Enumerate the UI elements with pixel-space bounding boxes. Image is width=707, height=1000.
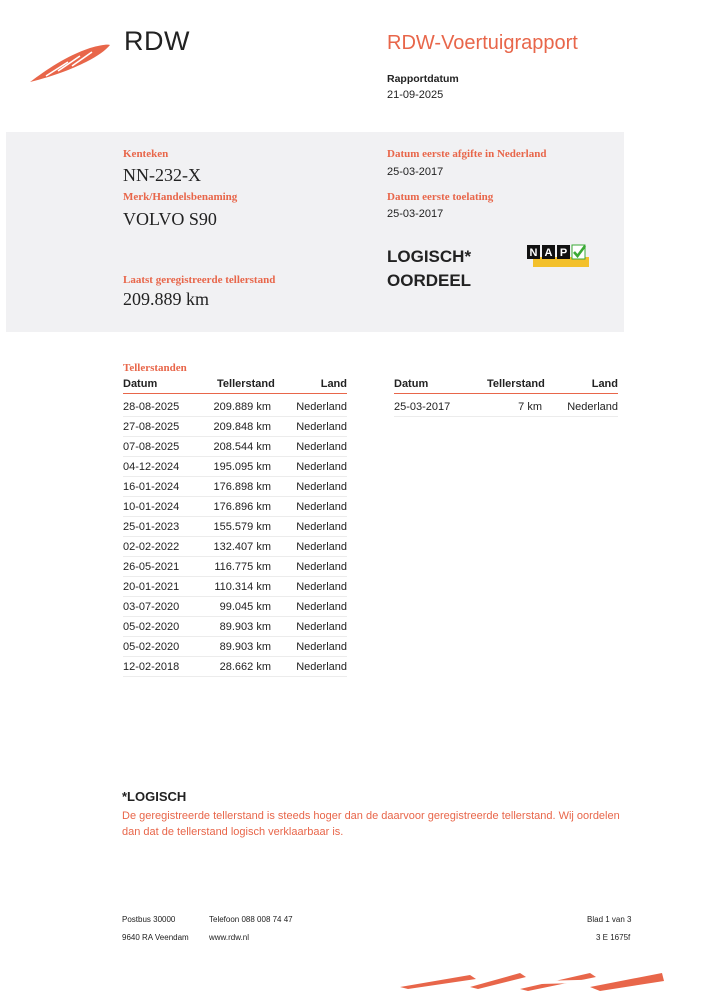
verdict-line1: LOGISCH* (387, 247, 472, 266)
report-date: 21-09-2025 (387, 89, 444, 101)
row-reading: 89.903 km (201, 637, 271, 657)
row-country: Nederland (271, 617, 347, 637)
nap-check-icon (527, 243, 589, 269)
table-row (123, 537, 347, 557)
row-reading: 132.407 km (201, 537, 271, 557)
row-country: Nederland (271, 397, 347, 417)
rdw-stripes-icon (400, 969, 665, 991)
row-country: Nederland (271, 477, 347, 497)
row-reading: 209.889 km (201, 397, 271, 417)
row-date: 16-01-2024 (123, 477, 201, 497)
row-date: 04-12-2024 (123, 457, 201, 477)
plate-label: Kenteken (123, 148, 169, 160)
row-date: 05-02-2020 (123, 637, 201, 657)
table-row (123, 497, 347, 517)
table-row (123, 417, 347, 437)
row-date: 25-01-2023 (123, 517, 201, 537)
row-date: 27-08-2025 (123, 417, 201, 437)
brand-name: RDW (124, 26, 190, 56)
make-label: Merk/Handelsbenaming (123, 191, 238, 203)
row-country: Nederland (271, 457, 347, 477)
row-reading: 155.579 km (201, 517, 271, 537)
row-reading: 195.095 km (201, 457, 271, 477)
row-date: 25-03-2017 (394, 397, 472, 417)
make-value: VOLVO S90 (123, 209, 217, 229)
verdict-line2: OORDEEL (387, 271, 472, 290)
row-date: 07-08-2025 (123, 437, 201, 457)
row-country: Nederland (271, 557, 347, 577)
table-row (123, 597, 347, 617)
row-reading: 7 km (472, 397, 542, 417)
row-country: Nederland (271, 517, 347, 537)
header-rule (394, 393, 618, 394)
row-date: 02-02-2022 (123, 537, 201, 557)
first-admission-label: Datum eerste toelating (387, 191, 494, 203)
footer-phone: Telefoon 088 008 74 47 (209, 915, 293, 924)
rdw-feather-logo (28, 40, 112, 86)
col-date: Datum (394, 378, 429, 390)
table-row (123, 457, 347, 477)
nap-letter-n: N (529, 247, 538, 259)
odometer-header-right (394, 378, 618, 393)
last-odometer-label: Laatst geregistreerde tellerstand (123, 274, 276, 286)
header-rule (123, 393, 347, 394)
row-reading: 209.848 km (201, 417, 271, 437)
row-date: 05-02-2020 (123, 617, 201, 637)
row-country: Nederland (271, 437, 347, 457)
footer-ref: 3 E 1675f (596, 933, 631, 942)
col-country: Land (591, 378, 618, 390)
row-reading: 89.903 km (201, 617, 271, 637)
col-reading: Tellerstand (217, 378, 275, 390)
footer-website: www.rdw.nl (209, 933, 250, 942)
first-nl-value: 25-03-2017 (387, 166, 444, 178)
row-country: Nederland (542, 397, 618, 417)
col-date: Datum (123, 378, 158, 390)
report-date-label: Rapportdatum (387, 73, 459, 85)
col-country: Land (320, 378, 347, 390)
vehicle-summary-panel (6, 132, 624, 332)
row-date: 20-01-2021 (123, 577, 201, 597)
row-date: 10-01-2024 (123, 497, 201, 517)
table-row (394, 397, 618, 417)
table-row (123, 577, 347, 597)
table-row (123, 637, 347, 657)
note-title: *LOGISCH (122, 789, 187, 804)
row-date: 26-05-2021 (123, 557, 201, 577)
table-row (123, 477, 347, 497)
odometer-table-left (123, 378, 347, 677)
odometer-section-title: Tellerstanden (123, 362, 187, 374)
table-row (123, 617, 347, 637)
row-country: Nederland (271, 577, 347, 597)
table-row (123, 657, 347, 677)
row-date: 03-07-2020 (123, 597, 201, 617)
odometer-table-right (394, 378, 618, 417)
row-date: 12-02-2018 (123, 657, 201, 677)
first-admission-value: 25-03-2017 (387, 208, 444, 220)
nap-letter-a: A (544, 247, 553, 259)
row-date: 28-08-2025 (123, 397, 201, 417)
note-text: De geregistreerde tellerstand is steeds hoger dan de daarvoor geregistreerde tellerstand. Wij oordelen dan dat de tellerstand logisch verklaarbaar is. (122, 810, 620, 838)
table-row (123, 437, 347, 457)
row-reading: 176.896 km (201, 497, 271, 517)
odometer-header-left (123, 378, 347, 393)
table-row (123, 517, 347, 537)
row-country: Nederland (271, 657, 347, 677)
last-odometer-value: 209.889 km (123, 289, 210, 309)
row-reading: 28.662 km (201, 657, 271, 677)
report-title: RDW-Voertuigrapport (387, 32, 578, 54)
row-country: Nederland (271, 537, 347, 557)
col-reading: Tellerstand (487, 378, 545, 390)
plate-value: NN-232-X (123, 165, 201, 185)
row-country: Nederland (271, 497, 347, 517)
row-country: Nederland (271, 597, 347, 617)
nap-letter-p: P (559, 247, 568, 259)
row-reading: 208.544 km (201, 437, 271, 457)
row-reading: 110.314 km (201, 577, 271, 597)
row-country: Nederland (271, 417, 347, 437)
row-reading: 99.045 km (201, 597, 271, 617)
footer-city: 9640 RA Veendam (122, 933, 189, 942)
footer-page: Blad 1 van 3 (587, 915, 632, 924)
row-reading: 116.775 km (201, 557, 271, 577)
first-nl-label: Datum eerste afgifte in Nederland (387, 148, 547, 160)
table-row (123, 397, 347, 417)
row-reading: 176.898 km (201, 477, 271, 497)
table-row (123, 557, 347, 577)
row-country: Nederland (271, 637, 347, 657)
footer-postbus: Postbus 30000 (122, 915, 176, 924)
